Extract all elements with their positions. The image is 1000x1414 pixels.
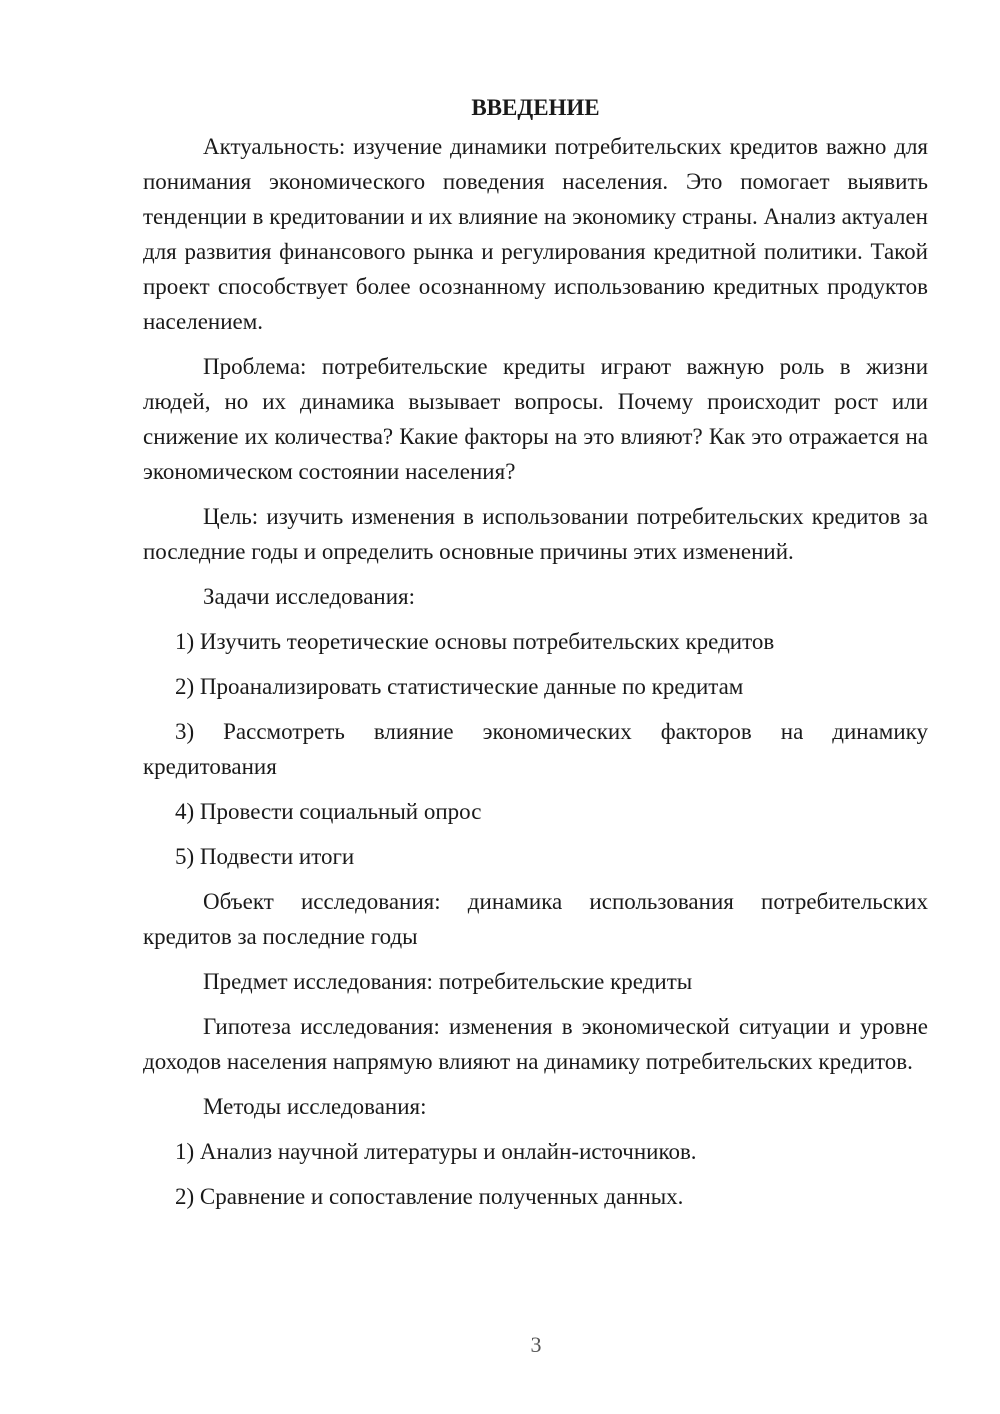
paragraph-object: Объект исследования: динамика использования потребительских кредитов за последние годы: [143, 889, 928, 949]
paragraph-problem: Проблема: потребительские кредиты играют важную роль в жизни людей, но их динамика вызывает вопросы. Почему происходит рост или снижение их количества? Какие факторы на это влияют? Как это отражается на экономическом состоянии населения?: [143, 354, 928, 484]
page-number: 3: [530, 1332, 542, 1357]
paragraph-tasks-heading: Задачи исследования:: [203, 584, 416, 609]
paragraph-goal: Цель: изучить изменения в использовании потребительских кредитов за последние годы и определить основные причины этих изменений.: [143, 504, 928, 564]
list-item-task-5: 5) Подвести итоги: [175, 844, 355, 869]
list-item-task-2: 2) Проанализировать статистические данные по кредитам: [175, 674, 744, 699]
paragraph-hypothesis: Гипотеза исследования: изменения в экономической ситуации и уровне доходов населения напрямую влияют на динамику потребительских кредитов.: [143, 1014, 928, 1074]
paragraph-subject: Предмет исследования: потребительские кредиты: [203, 969, 693, 994]
list-item-task-1: 1) Изучить теоретические основы потребительских кредитов: [175, 629, 775, 654]
document-page: [143, 90, 928, 1224]
list-item-method-2: 2) Сравнение и сопоставление полученных данных.: [175, 1184, 684, 1209]
paragraph-relevance: Актуальность: изучение динамики потребительских кредитов важно для понимания экономического поведения населения. Это помогает выявить тенденции в кредитовании и их влияние на экономику страны. Анализ актуален для развития финансового рынка и регулирования кредитной политики. Такой проект способствует более осознанному использованию кредитных продуктов населением.: [143, 134, 928, 334]
section-title: ВВЕДЕНИЕ: [471, 95, 600, 120]
paragraph-methods-heading: Методы исследования:: [203, 1094, 427, 1119]
list-item-task-4: 4) Провести социальный опрос: [175, 799, 482, 824]
list-item-method-1: 1) Анализ научной литературы и онлайн-источников.: [175, 1139, 697, 1164]
list-item-task-3: 3) Рассмотреть влияние экономических факторов на динамику кредитования: [143, 719, 928, 779]
